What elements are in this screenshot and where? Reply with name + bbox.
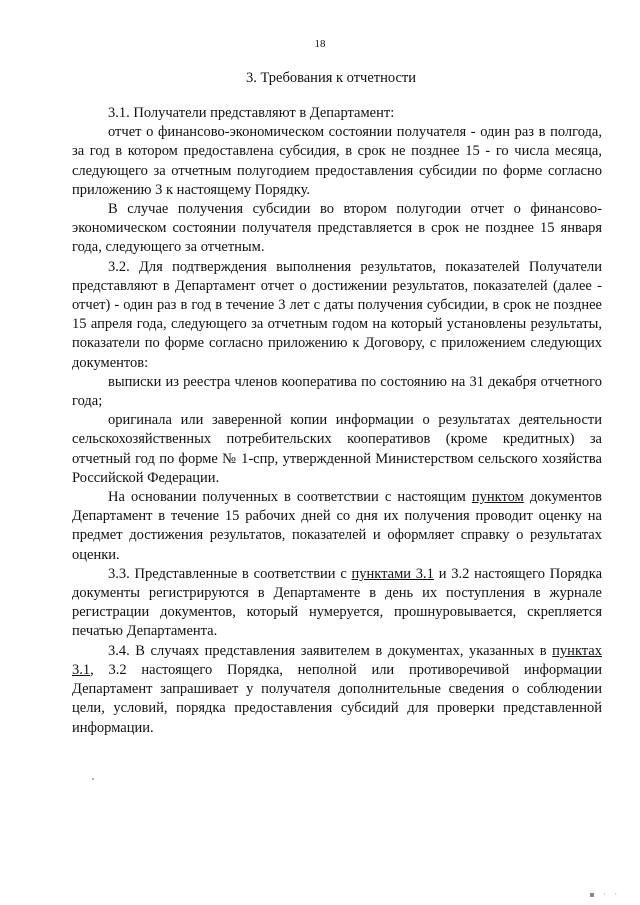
paragraph-text: 3.1. Получатели представляют в Департамент: [108, 105, 395, 121]
clause-link[interactable]: пунктами 3.1 [351, 565, 434, 582]
paragraph-second-half [72, 200, 602, 258]
paragraph-text: оригинала или заверенной копии информации о результатах деятельности сельскохозяйственных потребительских кооперативов (кроме кредитных) за отчетный год по форме № 1-спр, утвержденной Министерством сельского хозяйства Российской Федерации. [72, 412, 602, 486]
paragraph-text: , 3.2 настоящего Порядка, неполной или противоречивой информации Департамент запрашивает у получателя дополнительные сведения о соблюдении цели, условий, порядка предоставления субсидий для проверки представленной информации. [72, 661, 602, 736]
paragraph-assessment [72, 488, 602, 565]
scan-mark: ▪ · · [589, 890, 620, 899]
page-number: 18 [314, 38, 326, 50]
paragraph-original-copy [72, 411, 602, 488]
paragraph-text: документов Департамент в течение 15 рабочих дней со дня их получения проводит оценку на предмет достижения результатов, показателей и оформляет справку о результатах оценки. [72, 489, 602, 563]
document-body [72, 104, 602, 738]
paragraph-text: В случае получения субсидии во втором полугодии отчет о финансово-экономическом состоянии получателя представляется в срок не позднее 15 января года, следующего за отчетным. [72, 201, 602, 256]
paragraph-text: 3.2. Для подтверждения выполнения результатов, показателей Получатели представляют в Департамент отчет о достижении результатов, показателей (далее - отчет) - один раз в год в течение 3 лет с даты получения субсидии, в срок не позднее 15 апреля года, следующего за отчетным годом на который установлены результаты, показатели по форме согласно приложению к Договору, с приложением следующих документов: [72, 258, 602, 371]
clause-link[interactable]: пунктах 3.1 [72, 642, 602, 678]
paragraph-text: 3.4. В случаях представления заявителем в документах, указанных в [108, 642, 553, 659]
paragraph-3-2 [72, 258, 602, 373]
paragraph-text: На основании полученных в соответствии с настоящим [108, 489, 472, 506]
paragraph-3-4 [72, 642, 602, 738]
scan-speck [92, 778, 94, 780]
clause-link[interactable]: пунктом [471, 489, 524, 506]
paragraph-text: отчет о финансово-экономическом состоянии получателя - один раз в полгода, за год в котором предоставлена субсидия, в срок не позднее 15 - го числа месяца, следующего за отчетным полугодием предоставления субсидии по форме согласно приложению 3 к настоящему Порядку. [72, 124, 602, 198]
section-title: 3. Требования к отчетности [245, 70, 417, 86]
paragraph-report-financial [72, 123, 602, 200]
paragraph-text: выписки из реестра членов кооператива по состоянию на 31 декабря отчетного года; [72, 373, 602, 410]
paragraph-members-extract [72, 373, 602, 411]
paragraph-text: и 3.2 настоящего Порядка документы регистрируются в Департаменте в день их поступления в журнале регистрации документов, который нумеруется, прошнуровывается, скрепляется печатью Департамента. [72, 565, 603, 640]
paragraph-3-1-intro [72, 104, 602, 123]
paragraph-3-3 [72, 565, 602, 642]
paragraph-text: 3.3. Представленные в соответствии с [108, 565, 352, 582]
